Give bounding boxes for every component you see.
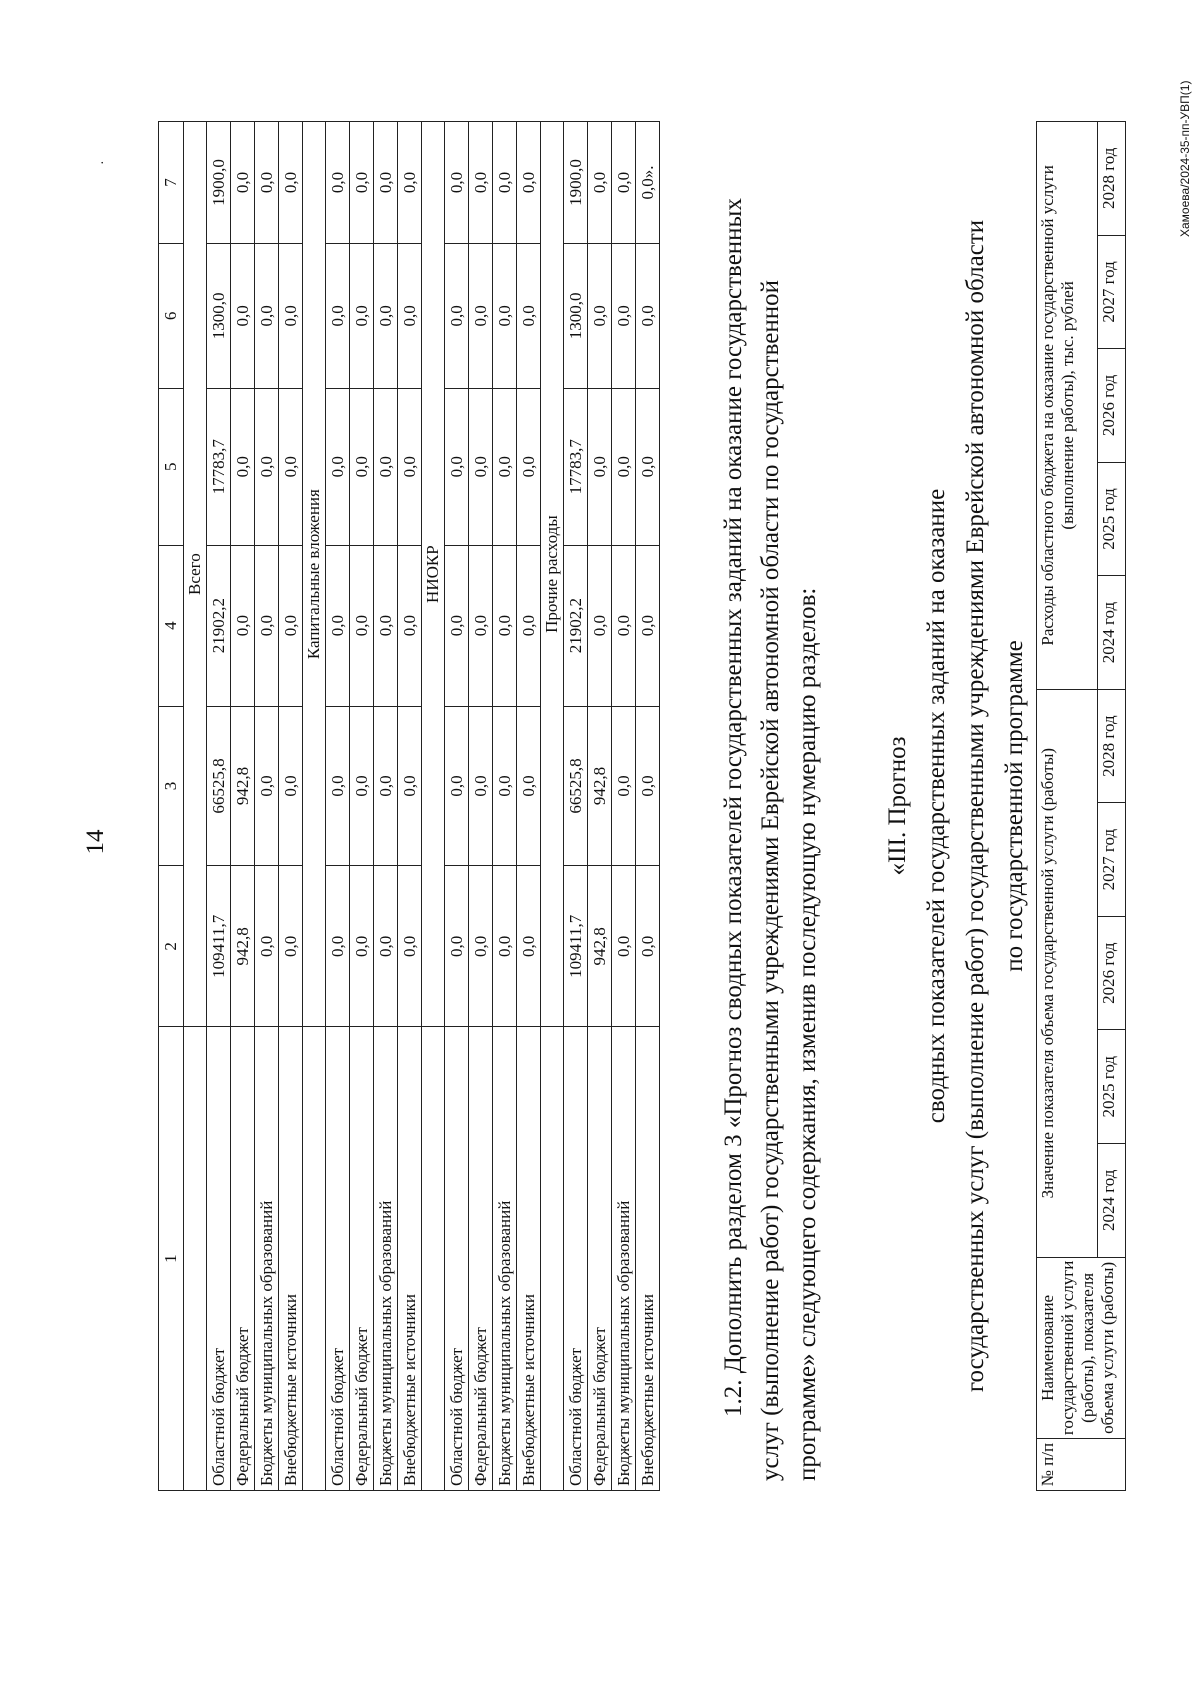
column-number-header: № п/п: [1037, 1439, 1126, 1491]
table-row: [255, 122, 279, 1491]
value-cell: 0,0: [398, 122, 422, 244]
value-cell: 0,0: [612, 243, 636, 388]
value-cell: 0,0: [231, 243, 255, 388]
value-cell: 0,0: [374, 706, 398, 866]
value-cell: 0,0: [326, 706, 350, 866]
column-header: 6: [159, 243, 184, 388]
value-cell: 1300,0: [207, 243, 231, 388]
value-cell: 0,0: [517, 243, 541, 388]
year-header: 2026 год: [1098, 349, 1126, 463]
value-cell: 0,0: [517, 545, 541, 706]
source-label: Федеральный бюджет: [231, 1027, 255, 1491]
value-cell: 0,0: [279, 545, 303, 706]
value-cell: 0,0: [493, 866, 517, 1027]
source-label: Областной бюджет: [207, 1027, 231, 1491]
value-cell: 0,0: [588, 388, 612, 545]
year-header: 2024 год: [1098, 1143, 1126, 1257]
value-cell: 21902,2: [564, 545, 588, 706]
value-cell: 0,0: [469, 706, 493, 866]
source-label: Бюджеты муниципальных образований: [612, 1027, 636, 1491]
paragraph-line: 1.2. Дополнить разделом 3 «Прогноз сводных показателей государственных заданий на оказание государственных: [720, 198, 747, 1417]
year-header: 2025 год: [1098, 1030, 1126, 1144]
value-cell: 0,0: [612, 388, 636, 545]
value-cell: 0,0: [326, 388, 350, 545]
budget-table: [158, 121, 660, 1491]
value-cell: 942,8: [231, 866, 255, 1027]
source-label: Федеральный бюджет: [350, 1027, 374, 1491]
source-label: Внебюджетные источники: [517, 1027, 541, 1491]
value-cell: 0,0: [350, 122, 374, 244]
value-cell: 0,0: [255, 866, 279, 1027]
source-label: Областной бюджет: [326, 1027, 350, 1491]
table-row: [350, 122, 374, 1491]
value-cell: 0,0: [445, 706, 469, 866]
value-cell: 0,0: [279, 388, 303, 545]
value-cell: 0,0: [517, 388, 541, 545]
value-cell: 0,0: [588, 243, 612, 388]
value-cell: 0,0: [255, 243, 279, 388]
value-cell: 1900,0: [564, 122, 588, 244]
value-cell: 0,0: [398, 706, 422, 866]
column-header: 7: [159, 122, 184, 244]
value-cell: 17783,7: [564, 388, 588, 545]
table-row: [564, 122, 588, 1491]
source-label: Федеральный бюджет: [469, 1027, 493, 1491]
value-cell: 0,0: [517, 122, 541, 244]
section-row: [541, 122, 564, 1491]
table-row: [398, 122, 422, 1491]
source-label: Бюджеты муниципальных образований: [255, 1027, 279, 1491]
section-title: НИОКР: [422, 122, 445, 1027]
source-label: Бюджеты муниципальных образований: [374, 1027, 398, 1491]
value-cell: 0,0: [445, 388, 469, 545]
table-row: [469, 122, 493, 1491]
value-cell: 0,0: [326, 545, 350, 706]
section-heading: [878, 121, 1034, 1491]
section-row: [303, 122, 326, 1491]
table-row: [445, 122, 469, 1491]
section-title: Всего: [184, 122, 207, 1027]
value-cell: 0,0: [231, 545, 255, 706]
heading-line: «III. Прогноз: [884, 736, 911, 876]
value-cell: 0,0: [279, 243, 303, 388]
value-cell: 0,0: [636, 388, 660, 545]
value-cell: 0,0: [374, 243, 398, 388]
page-number: 14: [82, 829, 109, 855]
year-header: 2024 год: [1098, 576, 1126, 690]
value-cell: 0,0: [636, 706, 660, 866]
value-cell: 0,0: [350, 545, 374, 706]
heading-line: государственных услуг (выполнение работ) государственными учреждениями Еврейской автономной области: [962, 219, 989, 1393]
value-cell: 0,0: [255, 122, 279, 244]
value-cell: 0,0: [493, 243, 517, 388]
heading-line: сводных показателей государственных заданий на оказание: [923, 488, 950, 1124]
value-cell: 0,0: [469, 122, 493, 244]
value-cell: 0,0: [445, 122, 469, 244]
value-cell: 0,0: [398, 545, 422, 706]
section-row: [184, 122, 207, 1491]
value-cell: 0,0: [445, 866, 469, 1027]
value-cell: 0,0: [469, 388, 493, 545]
year-header: 2027 год: [1098, 803, 1126, 917]
value-cell: 0,0: [493, 706, 517, 866]
value-cell: 942,8: [231, 706, 255, 866]
value-cell: 0,0: [279, 866, 303, 1027]
year-header: 2028 год: [1098, 122, 1126, 236]
value-cell: 0,0: [398, 388, 422, 545]
value-cell: 0,0: [469, 243, 493, 388]
column-name-header: Наименование государственной услуги (работы), показателя объема услуги (работы): [1037, 1257, 1126, 1439]
volume-group-header: Значение показателя объема государственной услуги (работы): [1037, 689, 1098, 1257]
paragraph-line: программе» следующего содержания, изменив последующую нумерацию разделов:: [794, 587, 821, 1481]
value-cell: 0,0: [326, 122, 350, 244]
source-label: Областной бюджет: [445, 1027, 469, 1491]
source-label: Областной бюджет: [564, 1027, 588, 1491]
table-row: [374, 122, 398, 1491]
table-row: [493, 122, 517, 1491]
budget-table-body: [159, 122, 660, 1491]
value-cell: 0,0: [588, 545, 612, 706]
value-cell: 1300,0: [564, 243, 588, 388]
value-cell: 109411,7: [564, 866, 588, 1027]
source-label: Внебюджетные источники: [398, 1027, 422, 1491]
value-cell: 0,0: [517, 866, 541, 1027]
value-cell: 0,0: [493, 122, 517, 244]
value-cell: 17783,7: [207, 388, 231, 545]
value-cell: 0,0: [279, 122, 303, 244]
value-cell: 942,8: [588, 866, 612, 1027]
value-cell: 0,0: [231, 388, 255, 545]
value-cell: 0,0: [612, 706, 636, 866]
value-cell: 0,0: [588, 122, 612, 244]
value-cell: 66525,8: [564, 706, 588, 866]
value-cell: 0,0: [374, 545, 398, 706]
value-cell: 0,0: [350, 243, 374, 388]
value-cell: 0,0: [255, 706, 279, 866]
year-header: 2026 год: [1098, 916, 1126, 1030]
value-cell: 21902,2: [207, 545, 231, 706]
value-cell: 1900,0: [207, 122, 231, 244]
value-cell: 0,0: [326, 243, 350, 388]
value-cell: 0,0: [350, 866, 374, 1027]
expense-group-header: Расходы областного бюджета на оказание государственной услуги (выполнение работы), тыс. рублей: [1037, 122, 1098, 690]
table-header-row: [159, 122, 184, 1491]
value-cell: 0,0: [636, 545, 660, 706]
value-cell: 0,0: [469, 545, 493, 706]
source-label: Федеральный бюджет: [588, 1027, 612, 1491]
value-cell: 0,0: [398, 866, 422, 1027]
table-row: [636, 122, 660, 1491]
value-cell: 0,0: [350, 388, 374, 545]
section-title: Прочие расходы: [541, 122, 564, 1027]
value-cell: 0,0: [612, 866, 636, 1027]
table-row: [279, 122, 303, 1491]
forecast-table: [1036, 121, 1126, 1491]
value-cell: 0,0: [374, 388, 398, 545]
section-title: Капитальные вложения: [303, 122, 326, 1027]
column-header: 4: [159, 545, 184, 706]
scan-speck: ·: [96, 160, 111, 165]
value-cell: 0,0: [493, 388, 517, 545]
value-cell: 0,0: [279, 706, 303, 866]
value-cell: 0,0: [636, 243, 660, 388]
table-row: [231, 122, 255, 1491]
section-spacer: [184, 1027, 207, 1491]
paragraph-line: услуг (выполнение работ) государственными учреждениями Еврейской автономной области по государственной: [757, 280, 784, 1481]
section-spacer: [541, 1027, 564, 1491]
source-label: Внебюджетные источники: [279, 1027, 303, 1491]
value-cell: 0,0: [445, 243, 469, 388]
value-cell: 0,0: [493, 545, 517, 706]
value-cell: 942,8: [588, 706, 612, 866]
value-cell: 66525,8: [207, 706, 231, 866]
value-cell: 0,0: [445, 545, 469, 706]
value-cell: 0,0: [374, 866, 398, 1027]
table-row: [517, 122, 541, 1491]
section-spacer: [303, 1027, 326, 1491]
source-label: Бюджеты муниципальных образований: [493, 1027, 517, 1491]
table-row: [207, 122, 231, 1491]
amendment-paragraph: [715, 111, 826, 1481]
value-cell: 0,0: [469, 866, 493, 1027]
value-cell: 0,0: [255, 388, 279, 545]
document-code: Хамоева/2024-35-пп-УВП(1): [1178, 80, 1192, 237]
year-header: 2025 год: [1098, 462, 1126, 576]
year-header: 2027 год: [1098, 235, 1126, 349]
value-cell: 0,0: [636, 866, 660, 1027]
value-cell: 0,0: [255, 545, 279, 706]
table-row: [326, 122, 350, 1491]
value-cell: 0,0: [231, 122, 255, 244]
section-spacer: [422, 1027, 445, 1491]
value-cell: 0,0: [326, 866, 350, 1027]
column-header: 2: [159, 866, 184, 1027]
value-cell: 0,0».: [636, 122, 660, 244]
value-cell: 0,0: [517, 706, 541, 866]
value-cell: 0,0: [398, 243, 422, 388]
table-row: [588, 122, 612, 1491]
column-header: 1: [159, 1027, 184, 1491]
value-cell: 0,0: [350, 706, 374, 866]
value-cell: 0,0: [612, 545, 636, 706]
column-header: 3: [159, 706, 184, 866]
section-row: [422, 122, 445, 1491]
source-label: Внебюджетные источники: [636, 1027, 660, 1491]
value-cell: 0,0: [374, 122, 398, 244]
value-cell: 109411,7: [207, 866, 231, 1027]
heading-line: по государственной программе: [1001, 640, 1028, 972]
year-header: 2028 год: [1098, 689, 1126, 803]
table-row: [612, 122, 636, 1491]
value-cell: 0,0: [612, 122, 636, 244]
column-header: 5: [159, 388, 184, 545]
